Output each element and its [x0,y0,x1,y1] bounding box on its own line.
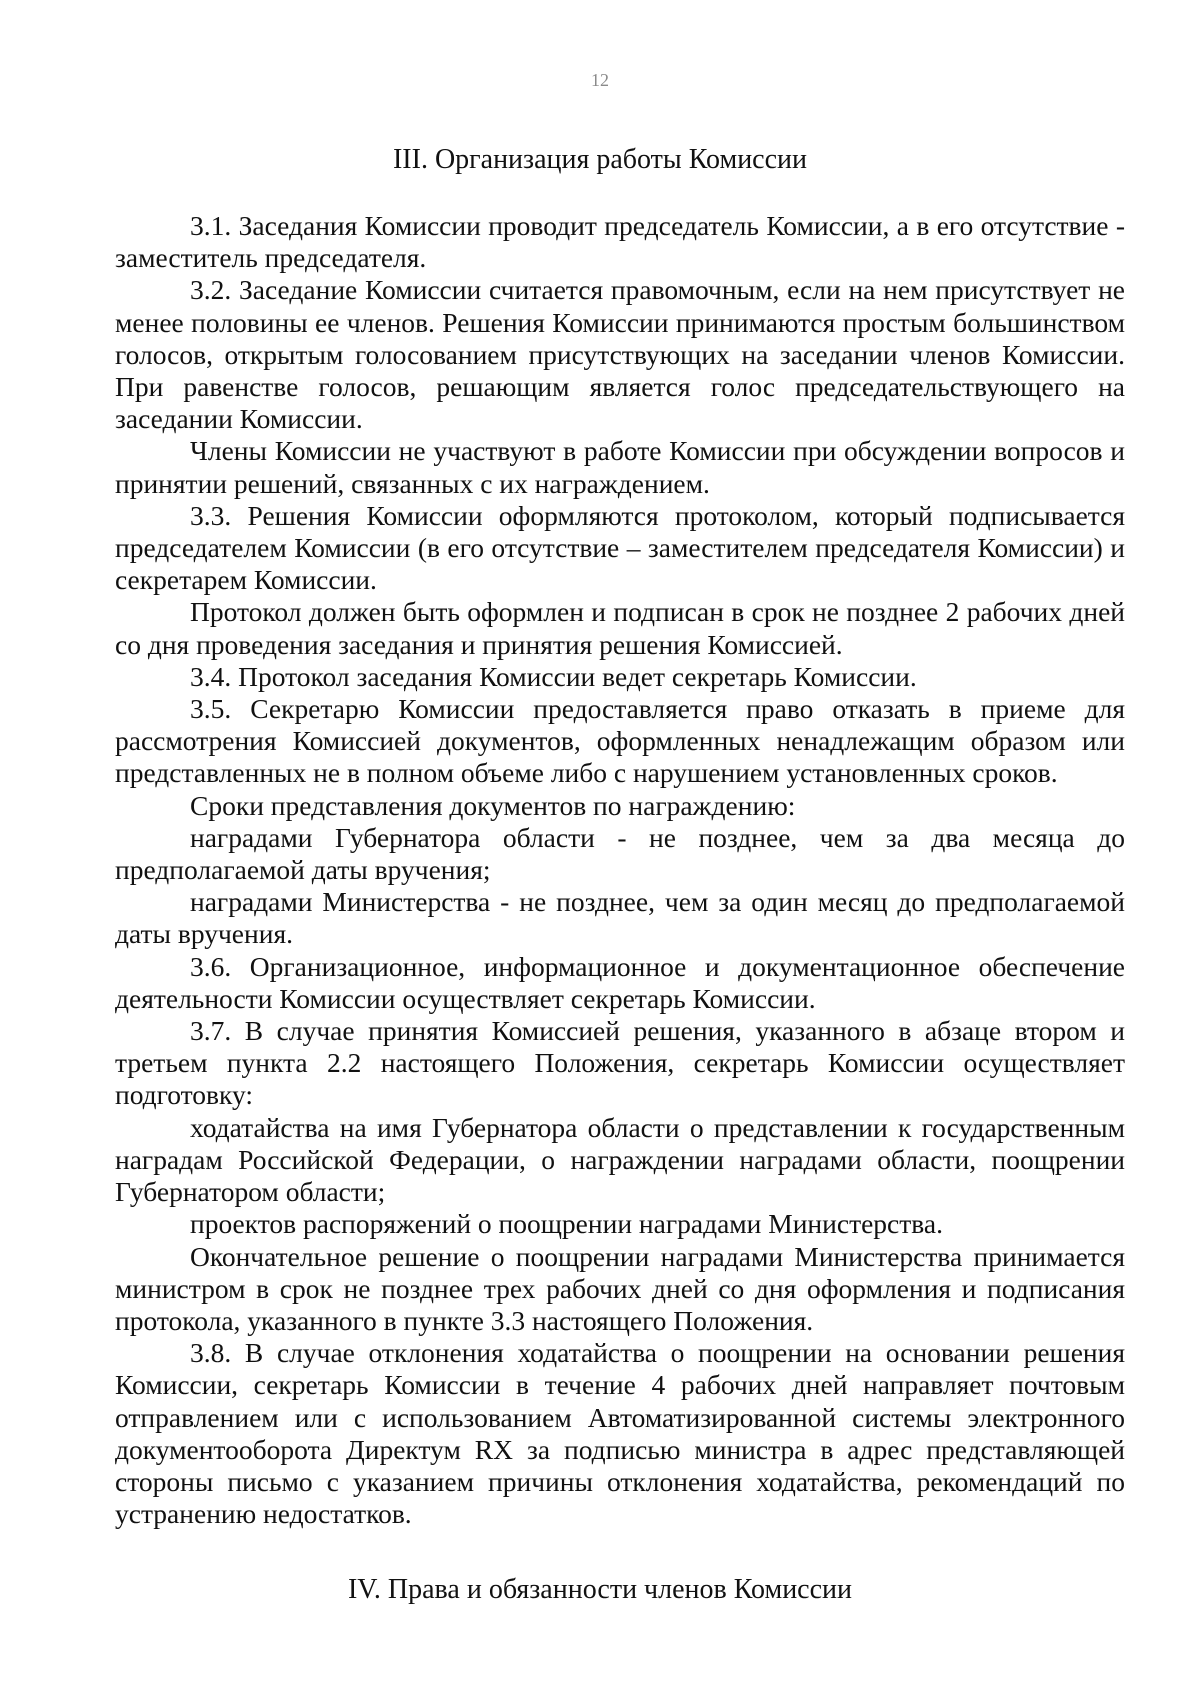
paragraph-3-7-petitions: ходатайства на имя Губернатора области о представлении к государственным наградам Российской Федерации, о награждении наградами области, поощрении Губернатором области; [115,1111,1125,1208]
paragraph-3-2-members: Члены Комиссии не участвуют в работе Комиссии при обсуждении вопросов и принятии решений, связанных с их награждением. [115,435,1125,499]
paragraph-3-5-ministry-awards: наградами Министерства - не позднее, чем за один месяц до предполагаемой даты вручения. [115,886,1125,950]
paragraph-3-5-governor-awards: наградами Губернатора области - не позднее, чем за два месяца до предполагаемой даты вручения; [115,821,1125,886]
paragraph-3-5-terms: Сроки представления документов по награждению: [190,789,796,821]
paragraph-3-7-final-decision: Окончательное решение о поощрении наградами Министерства принимается министром в срок не позднее трех рабочих дней со дня оформления и подписания протокола, указанного в пункте 3.3 настоящего Положения. [115,1240,1125,1336]
paragraph-3-1: 3.1. Заседания Комиссии проводит председатель Комиссии, а в его отсутствие - заместитель председателя. [115,210,1125,274]
paragraph-3-3-protocol: Протокол должен быть оформлен и подписан в срок не позднее 2 рабочих дней со дня проведения заседания и принятия решения Комиссией. [115,596,1125,660]
paragraph-3-3: 3.3. Решения Комиссии оформляются протоколом, который подписывается председателем Комиссии (в его отсутствие – заместителем председателя Комиссии) и секретарем Комиссии. [115,499,1125,596]
paragraph-3-7: 3.7. В случае принятия Комиссией решения, указанного в абзаце втором и третьем пункта 2.2 настоящего Положения, секретарь Комиссии осуществляет подготовку: [115,1015,1125,1111]
paragraph-3-5: 3.5. Секретарю Комиссии предоставляется право отказать в приеме для рассмотрения Комиссией документов, оформленных ненадлежащим образом или представленных не в полном объеме либо с нарушением установленных сроков. [115,693,1125,789]
paragraph-3-7-orders: проектов распоряжений о поощрении наградами Министерства. [190,1208,943,1240]
section-4-title: IV. Права и обязанности членов Комиссии [347,1574,853,1605]
paragraph-3-6: 3.6. Организационное, информационное и документационное обеспечение деятельности Комиссии осуществляет секретарь Комиссии. [115,950,1125,1014]
page-number: 12 [591,70,609,90]
paragraph-3-4: 3.4. Протокол заседания Комиссии ведет секретарь Комиссии. [190,660,917,692]
section-3-body [115,210,1125,1530]
paragraph-3-8: 3.8. В случае отклонения ходатайства о поощрении на основании решения Комиссии, секретарь Комиссии в течение 4 рабочих дней направляет почтовым отправлением или с использованием Автоматизированной системы электронного документооборота Директум RX за подписью министра в адрес представляющей стороны письмо с указанием причины отклонения ходатайства, рекомендаций по устранению недостатков. [115,1337,1125,1530]
paragraph-3-2: 3.2. Заседание Комиссии считается правомочным, если на нем присутствует не менее половины ее членов. Решения Комиссии принимаются простым большинством голосов, открытым голосованием присутствующих на заседании членов Комиссии. При равенстве голосов, решающим является голос председательствующего на заседании Комиссии. [115,274,1125,435]
section-3-title: III. Организация работы Комиссии [392,144,808,175]
